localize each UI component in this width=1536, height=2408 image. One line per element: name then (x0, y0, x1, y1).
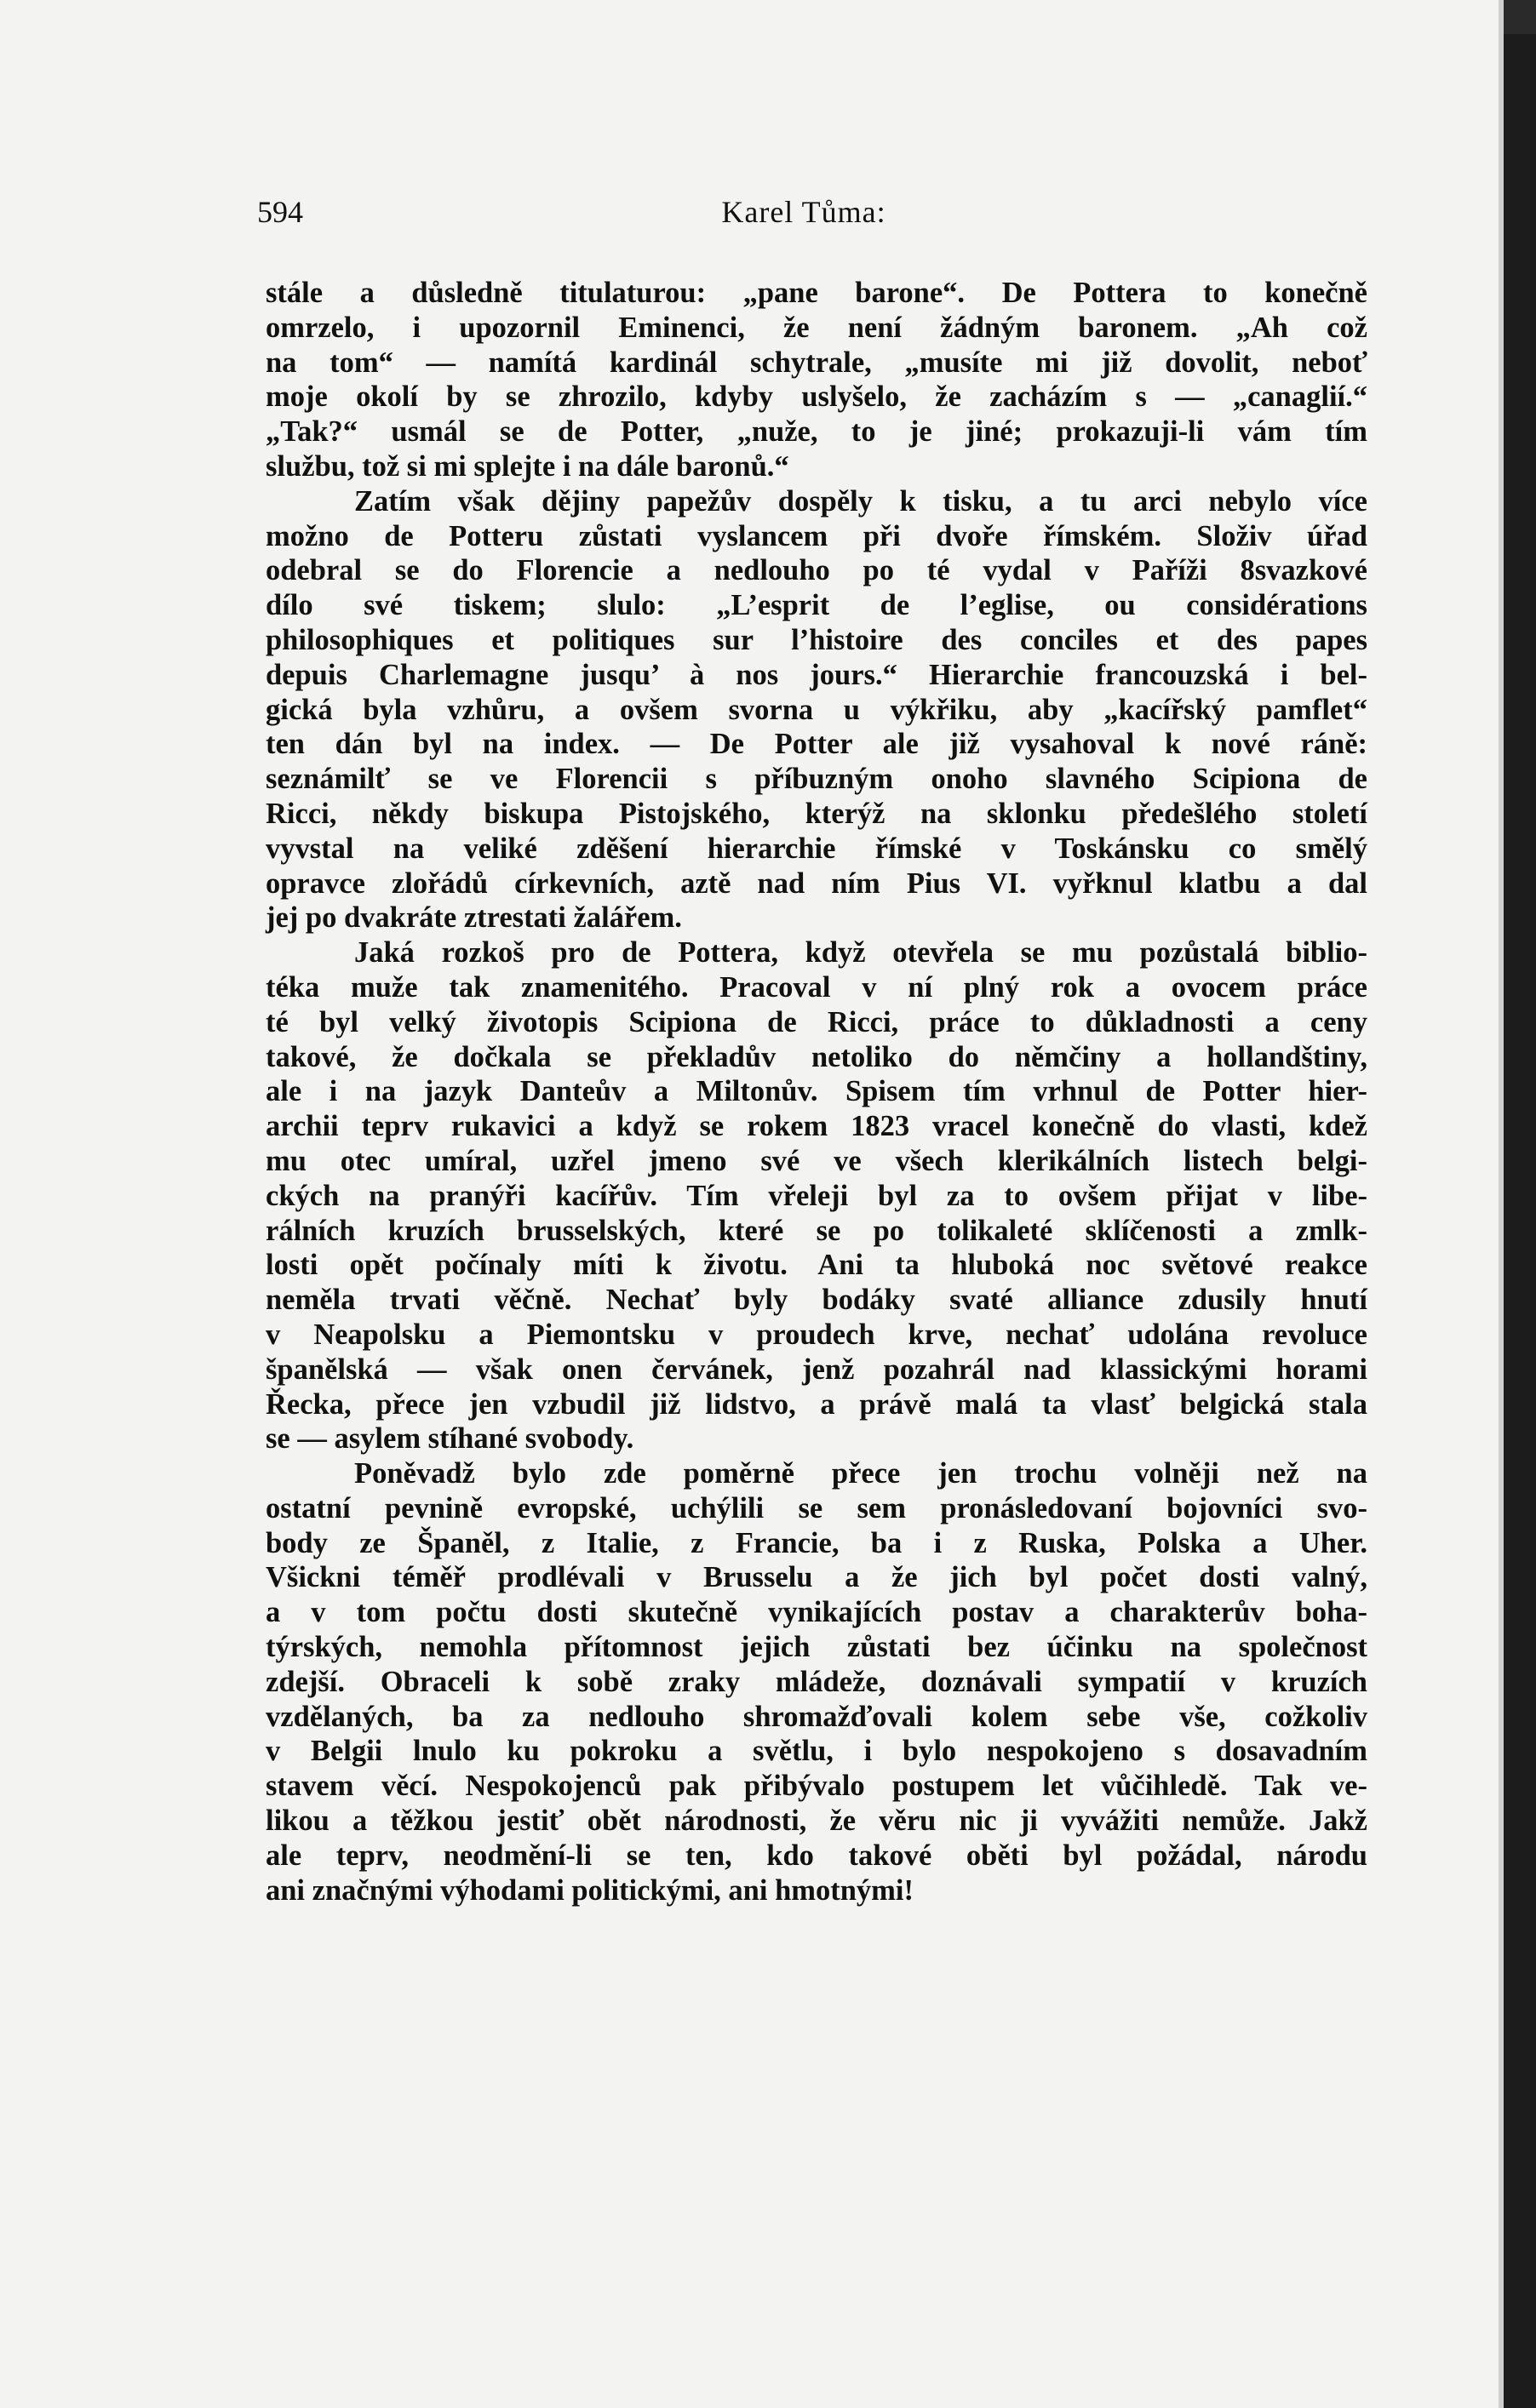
page-number: 594 (257, 195, 303, 229)
text-line: ckých na pranýři kacířův. Tím vřeleji byl za to ovšem přijat v libe- (266, 1179, 1367, 1212)
text-line: Poněvadž bylo zde poměrně přece jen trochu volněji než na (354, 1457, 1367, 1490)
text-line: vzdělaných, ba za nedlouho shromažďovali kolem sebe vše, cožkoliv (266, 1700, 1367, 1733)
text-line: španělská — však onen červánek, jenž pozahrál nad klassickými horami (266, 1353, 1367, 1386)
text-line: gická byla vzhůru, a ovšem svorna u výkřiku, aby „kacířský pamflet“ (266, 693, 1367, 726)
text-line: Jaká rozkoš pro de Pottera, když otevřela se mu pozůstalá biblio- (354, 936, 1367, 969)
text-line: likou a těžkou jestiť obět národnosti, že věru nic ji vyvážiti nemůže. Jakž (266, 1805, 1367, 1838)
text-line: neměla trvati věčně. Nechať byly bodáky svaté alliance zdusily hnutí (266, 1284, 1367, 1317)
text-line: na tom“ — namítá kardinál schytrale, „musíte mi již dovolit, neboť (266, 346, 1367, 379)
text-line: v Neapolsku a Piemontsku v proudech krve, nechať udolána revoluce (266, 1318, 1367, 1351)
running-head: Karel Tůma: (721, 195, 886, 229)
text-line: službu, tož si mi splejte i na dále baronů.“ (266, 449, 789, 483)
text-line: body ze Španěl, z Italie, z Francie, ba i z Ruska, Polska a Uher. (266, 1526, 1367, 1559)
text-line: ani značnými výhodami politickými, ani hmotnými! (266, 1873, 914, 1907)
text-line: depuis Charlemagne jusqu’ à nos jours.“ Hierarchie francouzská i bel- (266, 658, 1367, 691)
text-line: vyvstal na veliké zděšení hierarchie římské v Toskánsku co smělý (266, 832, 1367, 865)
page-edge-shadow (1504, 34, 1536, 2408)
text-line: se — asylem stíhané svobody. (266, 1422, 634, 1456)
text-line: „Tak?“ usmál se de Potter, „nuže, to je jiné; prokazuji-li vám tím (266, 415, 1367, 449)
text-line: mu otec umíral, uzřel jmeno své ve všech klerikálních listech belgi- (266, 1144, 1367, 1177)
text-line: ostatní pevnině evropské, uchýlili se sem pronásledovaní bojovníci svo- (266, 1491, 1367, 1524)
text-line: seznámilť se ve Florencii s příbuzným onoho slavného Scipiona de (266, 763, 1367, 796)
text-line: losti opět počínaly míti k životu. Ani ta hluboká noc světové reakce (266, 1249, 1367, 1282)
text-line: takové, že dočkala se překladův netoliko do němčiny a hollandštiny, (266, 1040, 1367, 1073)
text-line: Ricci, někdy biskupa Pistojského, kterýž na sklonku předešlého století (266, 797, 1367, 830)
text-line: týrských, nemohla přítomnost jejich zůstati bez účinku na společnost (266, 1631, 1367, 1664)
text-line: Zatím však dějiny papežův dospěly k tisku, a tu arci nebylo více (354, 484, 1367, 518)
text-line: dílo své tiskem; slulo: „L’esprit de l’eglise, ou considérations (266, 589, 1367, 622)
text-line: zdejší. Obraceli k sobě zraky mládeže, doznávali sympatií v kruzích (266, 1665, 1367, 1698)
text-line: odebral se do Florencie a nedlouho po té vydal v Paříži 8svazkové (266, 554, 1367, 587)
text-line: moje okolí by se zhrozilo, kdyby uslyšelo, že zacházím s — „canaglií.“ (266, 380, 1367, 414)
text-line: jej po dvakráte ztrestati žalářem. (266, 901, 682, 935)
text-line: opravce zlořádů církevních, aztě nad ním Pius VI. vyřknul klatbu a dal (266, 867, 1367, 900)
text-line: philosophiques et politiques sur l’histoire des conciles et des papes (266, 623, 1367, 656)
text-line: stále a důsledně titulaturou: „pane barone“. De Pottera to konečně (266, 277, 1367, 309)
text-line: rálních kruzích brusselských, které se po tolikaleté sklíčenosti a zmlk- (266, 1214, 1367, 1247)
text-line: a v tom počtu dosti skutečně vynikajících postav a charakterův boha- (266, 1596, 1367, 1629)
text-line: té byl velký životopis Scipiona de Ricci, práce to důkladnosti a ceny (266, 1005, 1367, 1038)
text-line: omrzelo, i upozornil Eminenci, že není žádným baronem. „Ah což (266, 311, 1367, 344)
text-line: v Belgii lnulo ku pokroku a světlu, i bylo nespokojeno s dosavadním (266, 1735, 1367, 1768)
body-text (266, 276, 1367, 1908)
text-line: téka muže tak znamenitého. Pracoval v ní plný rok a ovocem práce (266, 970, 1367, 1004)
text-line: ten dán byl na index. — De Potter ale již vysahoval k nové ráně: (266, 728, 1367, 761)
text-line: ale teprv, neodmění-li se ten, kdo takové oběti byl požádal, národu (266, 1839, 1367, 1872)
text-line: Řecka, přece jen vzbudil již lidstvo, a právě malá ta vlasť belgická stala (266, 1387, 1367, 1421)
text-line: ale i na jazyk Danteův a Miltonův. Spisem tím vrhnul de Potter hier- (266, 1075, 1367, 1108)
page-header (257, 194, 1350, 237)
text-line: Všickni téměř prodlévali v Brusselu a že jich byl počet dosti valný, (266, 1561, 1367, 1594)
text-line: možno de Potteru zůstati vyslancem při dvoře římském. Složiv úřad (266, 519, 1367, 552)
text-line: archii teprv rukavici a když se rokem 1823 vracel konečně do vlasti, kdež (266, 1110, 1367, 1143)
text-line: stavem věcí. Nespokojenců pak přibývalo postupem let vůčihledě. Tak ve- (266, 1770, 1367, 1803)
